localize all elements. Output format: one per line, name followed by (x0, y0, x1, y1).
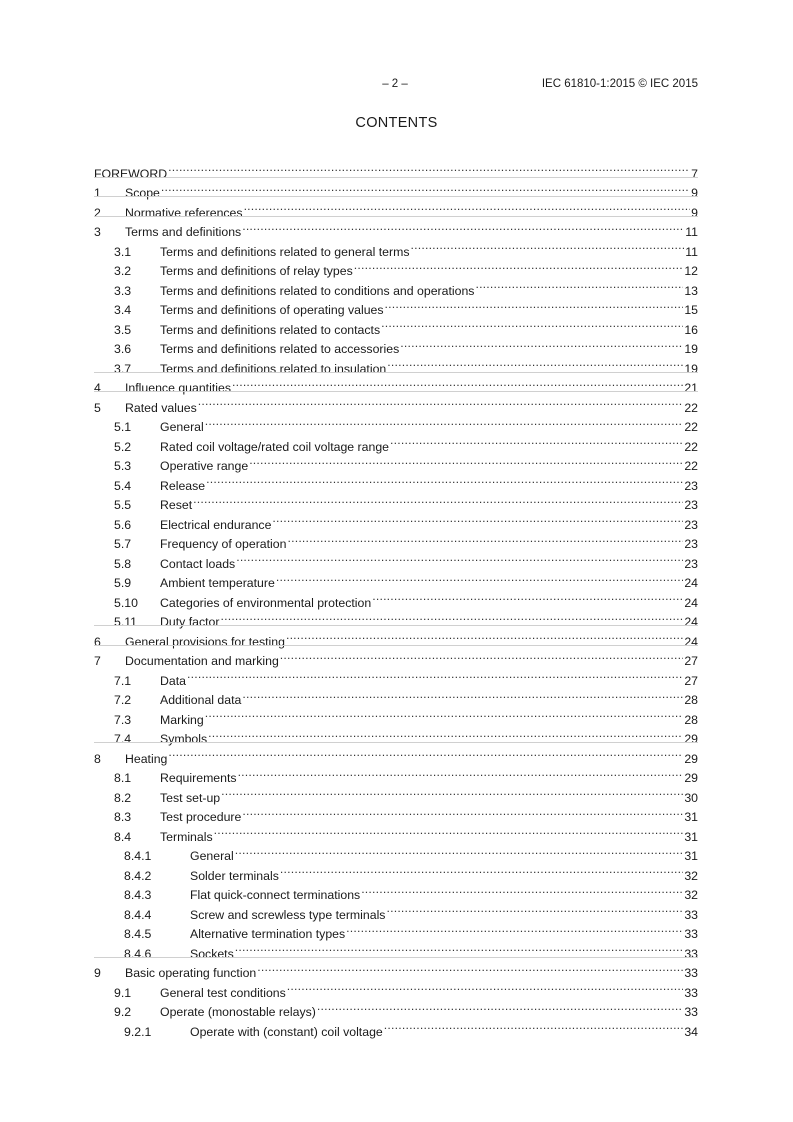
toc-entry-page: 11 (685, 244, 698, 259)
toc-entry[interactable] (94, 372, 698, 395)
toc-leader-dots (249, 451, 683, 471)
toc-entry-number: 5.1 (114, 420, 132, 434)
toc-leader-dots (235, 938, 684, 958)
toc-leader-dots (385, 295, 684, 315)
toc-entry-page: 27 (684, 673, 698, 688)
toc-entry[interactable] (94, 879, 698, 902)
toc-entry-number: 3.4 (114, 303, 132, 317)
toc-entry-number: 6 (94, 634, 101, 649)
toc-entry-number: 5.7 (114, 537, 132, 551)
toc-entry[interactable] (94, 801, 698, 824)
toc-entry-number: 5.9 (114, 576, 132, 590)
toc-leader-dots (361, 880, 683, 900)
toc-entry-title: Terms and definitions of operating values (160, 303, 384, 317)
toc-entry-number: 9.2 (114, 1005, 132, 1019)
toc-entry-title: Requirements (160, 771, 237, 785)
toc-entry-number: 9.2.1 (124, 1024, 152, 1039)
toc-entry-page: 7 (691, 166, 698, 181)
toc-entry-number: 5.2 (114, 439, 132, 454)
toc-entry[interactable] (94, 469, 698, 493)
toc-entry[interactable] (94, 157, 698, 181)
toc-entry-number: 8.3 (114, 810, 132, 824)
toc-entry-page: 29 (684, 751, 698, 766)
toc-entry[interactable] (94, 489, 698, 512)
toc-leader-dots (387, 353, 683, 373)
page-header (0, 78, 793, 92)
toc-leader-dots (206, 470, 683, 490)
toc-entry-page: 33 (684, 985, 698, 1000)
toc-entry-page: 24 (684, 576, 698, 590)
toc-entry[interactable] (94, 294, 698, 317)
toc-entry-title: Operate (monostable relays) (160, 1005, 316, 1019)
toc-entry-title: Operate with (constant) coil voltage (190, 1024, 383, 1039)
toc-entry-number: 8.4.3 (124, 888, 152, 902)
toc-entry[interactable] (94, 684, 698, 707)
toc-entry-page: 31 (684, 829, 698, 844)
toc-leader-dots (381, 314, 683, 334)
toc-entry[interactable] (94, 567, 698, 590)
toc-entry-page: 23 (684, 537, 698, 551)
toc-entry-number: 1 (94, 186, 101, 200)
toc-entry-title: General provisions for testing (125, 634, 285, 649)
toc-entry-page: 19 (684, 361, 698, 376)
toc-entry-title: Contact loads (160, 556, 236, 571)
toc-entry[interactable] (94, 957, 698, 980)
toc-entry-page: 22 (684, 400, 698, 415)
toc-entry-page: 33 (684, 946, 698, 961)
toc-entry-number: 7.4 (114, 732, 132, 746)
toc-entry-number: 9.1 (114, 985, 132, 1000)
toc-entry[interactable] (94, 528, 698, 551)
toc-leader-dots (400, 334, 683, 354)
toc-entry[interactable] (94, 703, 698, 727)
toc-entry-page: 30 (684, 790, 698, 805)
toc-entry[interactable] (94, 762, 698, 785)
toc-entry-page: 33 (684, 966, 698, 980)
toc-entry-page: 23 (684, 498, 698, 512)
toc-entry-number: 3.5 (114, 322, 132, 337)
toc-entry[interactable] (94, 742, 698, 766)
toc-entry-page: 23 (684, 517, 698, 532)
toc-leader-dots (193, 490, 683, 510)
toc-leader-dots (220, 607, 683, 627)
toc-entry-number: 3.1 (114, 244, 132, 259)
toc-leader-dots (235, 841, 684, 861)
toc-entry[interactable] (94, 352, 698, 376)
toc-entry-number: 8.4 (114, 829, 132, 844)
toc-entry-title: Operative range (160, 459, 249, 473)
toc-entry-page: 24 (684, 615, 698, 629)
toc-leader-dots (205, 704, 684, 724)
toc-entry[interactable] (94, 177, 698, 200)
toc-leader-dots (317, 997, 683, 1017)
toc-entry-title: Heating (125, 751, 168, 766)
toc-entry-title: Scope (125, 186, 160, 200)
toc-entry-page: 33 (684, 907, 698, 922)
toc-leader-dots (475, 275, 683, 295)
toc-entry-title: Electrical endurance (160, 517, 272, 532)
toc-entry-number: 3.3 (114, 283, 132, 298)
toc-entry-title: Rated coil voltage/rated coil voltage range (160, 439, 389, 454)
toc-entry[interactable] (94, 723, 698, 746)
toc-entry-title: Test set-up (160, 790, 221, 805)
toc-entry-page: 28 (684, 693, 698, 707)
toc-leader-dots (390, 431, 683, 451)
toc-entry-number: 5.6 (114, 517, 132, 532)
toc-entry-title: Alternative termination types (190, 927, 346, 941)
toc-entry-title: Screw and screwless type terminals (190, 907, 386, 922)
toc-entry[interactable] (94, 996, 698, 1019)
toc-entry[interactable] (94, 333, 698, 356)
toc-entry-page: 28 (684, 712, 698, 727)
toc-leader-dots (214, 821, 684, 841)
toc-leader-dots (287, 529, 683, 549)
toc-entry[interactable] (94, 508, 698, 532)
toc-entry-title: General (190, 849, 234, 863)
toc-entry-title: Test procedure (160, 810, 242, 824)
toc-entry-number: 5.3 (114, 459, 132, 473)
toc-leader-dots (238, 763, 684, 783)
toc-entry-page: 13 (684, 283, 698, 298)
toc-entry-title: General (160, 420, 204, 434)
toc-entry-title: Documentation and marking (125, 654, 279, 668)
toc-leader-dots (242, 802, 683, 822)
toc-leader-dots (187, 665, 683, 685)
toc-entry-title: Categories of environmental protection (160, 595, 372, 610)
toc-entry[interactable] (94, 216, 698, 239)
toc-entry-title: Terminals (160, 829, 213, 844)
toc-entry-title: Marking (160, 712, 204, 727)
toc-leader-dots (286, 626, 683, 646)
toc-entry-number: 8.2 (114, 790, 132, 805)
toc-entry[interactable] (94, 606, 698, 629)
toc-entry-number: 5.8 (114, 556, 132, 571)
toc-entry-title: Additional data (160, 693, 242, 707)
toc-entry[interactable] (94, 196, 698, 220)
toc-entry[interactable] (94, 391, 698, 415)
page-number: – 2 – (382, 78, 408, 90)
toc-entry[interactable] (94, 840, 698, 863)
toc-leader-dots (208, 724, 683, 744)
toc-entry[interactable] (94, 937, 698, 961)
toc-entry-title: Duty factor (160, 615, 220, 629)
toc-entry-title: Basic operating function (125, 966, 257, 980)
toc-entry[interactable] (94, 898, 698, 922)
toc-entry-page: 27 (684, 654, 698, 668)
toc-entry[interactable] (94, 781, 698, 805)
toc-entry-number: 8.1 (114, 771, 132, 785)
toc-entry[interactable] (94, 976, 698, 1000)
toc-entry-title: Influence quantities (125, 381, 231, 395)
toc-entry-number: 5.4 (114, 478, 132, 493)
toc-entry-page: 11 (685, 225, 698, 239)
toc-entry-number: 3.6 (114, 342, 132, 356)
toc-leader-dots (161, 178, 690, 198)
toc-entry-title: Sockets (190, 946, 234, 961)
toc-entry-number: 5.11 (114, 615, 138, 629)
toc-leader-dots (386, 899, 683, 919)
toc-entry-number: 8.4.1 (124, 849, 152, 863)
toc-leader-dots (168, 743, 683, 763)
toc-entry[interactable] (94, 918, 698, 941)
toc-entry[interactable] (94, 235, 698, 259)
toc-entry-title: Flat quick-connect terminations (190, 888, 361, 902)
toc-entry-number: 9 (94, 966, 101, 980)
toc-entry-title: General test conditions (160, 985, 286, 1000)
toc-leader-dots (198, 392, 684, 412)
toc-leader-dots (354, 256, 684, 276)
toc-entry-number: 3 (94, 225, 101, 239)
toc-entry-page: 29 (684, 732, 698, 746)
toc-entry-page: 23 (684, 478, 698, 493)
toc-entry[interactable] (94, 313, 698, 337)
toc-entry-title: Terms and definitions of relay types (160, 264, 353, 278)
toc-leader-dots (272, 509, 683, 529)
toc-leader-dots (276, 568, 683, 588)
toc-entry-number: 4 (94, 381, 101, 395)
toc-entry-page: 23 (684, 556, 698, 571)
toc-leader-dots (205, 412, 684, 432)
toc-leader-dots (244, 197, 691, 217)
toc-entry-title: Release (160, 478, 206, 493)
toc-entry-title: Normative references (125, 205, 243, 220)
toc-entry-number: 8.4.4 (124, 907, 152, 922)
toc-entry-number: 5.5 (114, 498, 132, 512)
toc-entry-number: 7.1 (114, 673, 132, 688)
toc-entry-number: 5.10 (114, 595, 138, 610)
toc-leader-dots (168, 158, 690, 178)
toc-entry-page: 12 (684, 264, 698, 278)
table-of-contents (94, 157, 698, 1039)
document-id: IEC 61810-1:2015 © IEC 2015 (541, 78, 698, 90)
toc-entry[interactable] (94, 547, 698, 571)
toc-entry-page: 24 (684, 634, 698, 649)
toc-leader-dots (257, 958, 683, 978)
toc-entry-page: 32 (684, 888, 698, 902)
toc-leader-dots (242, 217, 684, 237)
toc-entry-title: Terms and definitions related to general terms (160, 244, 410, 259)
toc-leader-dots (410, 236, 684, 256)
toc-entry[interactable] (94, 664, 698, 688)
toc-entry-number: 2 (94, 205, 101, 220)
toc-leader-dots (280, 860, 683, 880)
toc-entry[interactable] (94, 859, 698, 883)
toc-entry-page: 21 (684, 381, 698, 395)
toc-entry-page: 22 (684, 420, 698, 434)
toc-entry[interactable] (94, 411, 698, 434)
toc-leader-dots (232, 373, 683, 393)
toc-leader-dots (287, 977, 684, 997)
toc-leader-dots (242, 685, 683, 705)
toc-entry-page: 22 (684, 439, 698, 454)
toc-entry-title: Solder terminals (190, 868, 279, 883)
toc-entry-page: 31 (684, 810, 698, 824)
toc-entry-number: 8.4.2 (124, 868, 152, 883)
toc-entry-title: Terms and definitions (125, 225, 242, 239)
toc-entry[interactable] (94, 450, 698, 473)
toc-entry-number: 7 (94, 654, 101, 668)
toc-entry-number: 8 (94, 751, 101, 766)
toc-leader-dots (221, 782, 683, 802)
toc-entry-title: Symbols (160, 732, 208, 746)
toc-entry-title: Data (160, 673, 186, 688)
toc-entry-number: 7.2 (114, 693, 132, 707)
toc-entry-page: 33 (684, 1005, 698, 1019)
toc-entry-number: 8.4.5 (124, 927, 152, 941)
toc-entry-page: 24 (684, 595, 698, 610)
toc-leader-dots (346, 919, 683, 939)
toc-leader-dots (384, 1016, 684, 1036)
toc-entry-page: 15 (684, 303, 698, 317)
toc-entry-number: 3.2 (114, 264, 132, 278)
toc-entry[interactable] (94, 586, 698, 610)
toc-entry[interactable] (94, 1015, 698, 1039)
toc-entry-number: 3.7 (114, 361, 132, 376)
page-title: CONTENTS (355, 115, 438, 131)
toc-entry-page: 19 (684, 342, 698, 356)
toc-leader-dots (280, 646, 684, 666)
toc-entry-title: Terms and definitions related to insulation (160, 361, 387, 376)
toc-leader-dots (372, 587, 683, 607)
toc-entry-page: 16 (684, 322, 698, 337)
toc-entry[interactable] (94, 430, 698, 454)
toc-entry-title: Ambient temperature (160, 576, 275, 590)
toc-entry[interactable] (94, 820, 698, 844)
toc-entry-title: Frequency of operation (160, 537, 287, 551)
toc-entry-title: Reset (160, 498, 193, 512)
toc-entry-title: Terms and definitions related to contacts (160, 322, 381, 337)
toc-entry-title: Rated values (125, 400, 197, 415)
toc-entry-title: Terms and definitions related to accessories (160, 342, 400, 356)
toc-entry-page: 32 (684, 868, 698, 883)
toc-entry-page: 29 (684, 771, 698, 785)
toc-entry-number: 7.3 (114, 712, 132, 727)
toc-entry-page: 31 (684, 849, 698, 863)
toc-entry-title: Terms and definitions related to conditions and operations (160, 283, 475, 298)
toc-entry-number: 5 (94, 400, 101, 415)
toc-entry-page: 34 (684, 1024, 698, 1039)
toc-entry-title: FOREWORD (94, 166, 168, 181)
toc-entry-page: 9 (691, 186, 698, 200)
toc-entry[interactable] (94, 255, 698, 278)
toc-entry[interactable] (94, 274, 698, 298)
toc-entry[interactable] (94, 645, 698, 668)
toc-entry-number: 8.4.6 (124, 946, 152, 961)
toc-entry[interactable] (94, 625, 698, 649)
toc-leader-dots (236, 548, 683, 568)
toc-entry-page: 22 (684, 459, 698, 473)
toc-entry-page: 9 (691, 205, 698, 220)
toc-entry-page: 33 (684, 927, 698, 941)
